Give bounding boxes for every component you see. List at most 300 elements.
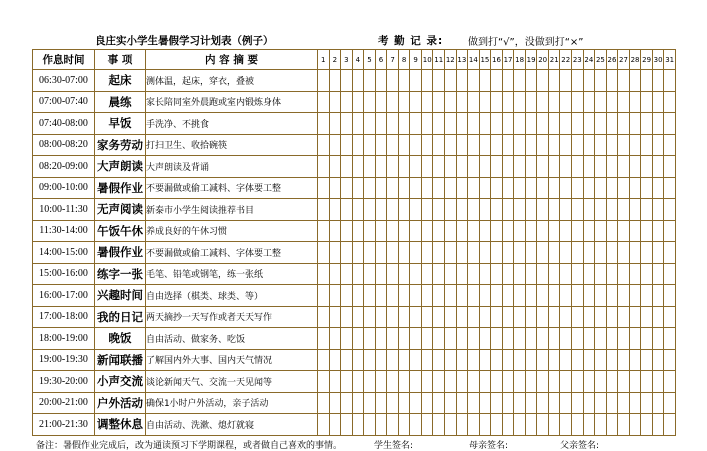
attendance-cell[interactable] xyxy=(410,414,422,436)
attendance-cell[interactable] xyxy=(606,306,618,328)
attendance-cell[interactable] xyxy=(652,263,664,285)
attendance-cell[interactable] xyxy=(433,371,445,393)
attendance-cell[interactable] xyxy=(629,134,641,156)
attendance-cell[interactable] xyxy=(468,371,480,393)
attendance-cell[interactable] xyxy=(318,156,330,178)
attendance-cell[interactable] xyxy=(629,177,641,199)
attendance-cell[interactable] xyxy=(445,285,457,307)
attendance-cell[interactable] xyxy=(664,156,676,178)
attendance-cell[interactable] xyxy=(410,134,422,156)
attendance-cell[interactable] xyxy=(606,285,618,307)
attendance-cell[interactable] xyxy=(387,285,399,307)
attendance-cell[interactable] xyxy=(421,371,433,393)
attendance-cell[interactable] xyxy=(583,392,595,414)
attendance-cell[interactable] xyxy=(548,371,560,393)
attendance-cell[interactable] xyxy=(445,177,457,199)
attendance-cell[interactable] xyxy=(375,113,387,135)
attendance-cell[interactable] xyxy=(537,371,549,393)
attendance-cell[interactable] xyxy=(641,414,653,436)
attendance-cell[interactable] xyxy=(514,242,526,264)
attendance-cell[interactable] xyxy=(560,392,572,414)
attendance-cell[interactable] xyxy=(525,392,537,414)
attendance-cell[interactable] xyxy=(572,242,584,264)
attendance-cell[interactable] xyxy=(572,70,584,92)
attendance-cell[interactable] xyxy=(491,134,503,156)
attendance-cell[interactable] xyxy=(572,349,584,371)
attendance-cell[interactable] xyxy=(387,156,399,178)
attendance-cell[interactable] xyxy=(456,220,468,242)
attendance-cell[interactable] xyxy=(456,285,468,307)
attendance-cell[interactable] xyxy=(491,371,503,393)
attendance-cell[interactable] xyxy=(375,285,387,307)
attendance-cell[interactable] xyxy=(560,113,572,135)
attendance-cell[interactable] xyxy=(560,285,572,307)
attendance-cell[interactable] xyxy=(572,392,584,414)
attendance-cell[interactable] xyxy=(479,199,491,221)
attendance-cell[interactable] xyxy=(468,220,480,242)
attendance-cell[interactable] xyxy=(595,70,607,92)
attendance-cell[interactable] xyxy=(548,306,560,328)
attendance-cell[interactable] xyxy=(514,328,526,350)
attendance-cell[interactable] xyxy=(329,328,341,350)
attendance-cell[interactable] xyxy=(502,328,514,350)
attendance-cell[interactable] xyxy=(548,177,560,199)
attendance-cell[interactable] xyxy=(341,328,353,350)
attendance-cell[interactable] xyxy=(398,156,410,178)
attendance-cell[interactable] xyxy=(364,113,376,135)
attendance-cell[interactable] xyxy=(606,263,618,285)
attendance-cell[interactable] xyxy=(445,306,457,328)
attendance-cell[interactable] xyxy=(618,156,630,178)
attendance-cell[interactable] xyxy=(318,242,330,264)
attendance-cell[interactable] xyxy=(548,414,560,436)
attendance-cell[interactable] xyxy=(479,113,491,135)
attendance-cell[interactable] xyxy=(664,113,676,135)
attendance-cell[interactable] xyxy=(629,263,641,285)
attendance-cell[interactable] xyxy=(398,177,410,199)
attendance-cell[interactable] xyxy=(595,113,607,135)
attendance-cell[interactable] xyxy=(341,113,353,135)
attendance-cell[interactable] xyxy=(537,242,549,264)
attendance-cell[interactable] xyxy=(421,349,433,371)
attendance-cell[interactable] xyxy=(456,306,468,328)
attendance-cell[interactable] xyxy=(468,199,480,221)
attendance-cell[interactable] xyxy=(652,134,664,156)
attendance-cell[interactable] xyxy=(525,113,537,135)
attendance-cell[interactable] xyxy=(652,306,664,328)
attendance-cell[interactable] xyxy=(502,349,514,371)
attendance-cell[interactable] xyxy=(525,220,537,242)
attendance-cell[interactable] xyxy=(502,156,514,178)
attendance-cell[interactable] xyxy=(433,392,445,414)
attendance-cell[interactable] xyxy=(387,134,399,156)
attendance-cell[interactable] xyxy=(606,177,618,199)
attendance-cell[interactable] xyxy=(664,306,676,328)
attendance-cell[interactable] xyxy=(525,156,537,178)
attendance-cell[interactable] xyxy=(641,91,653,113)
attendance-cell[interactable] xyxy=(664,371,676,393)
attendance-cell[interactable] xyxy=(595,349,607,371)
attendance-cell[interactable] xyxy=(664,199,676,221)
attendance-cell[interactable] xyxy=(410,220,422,242)
attendance-cell[interactable] xyxy=(560,70,572,92)
attendance-cell[interactable] xyxy=(606,371,618,393)
attendance-cell[interactable] xyxy=(352,242,364,264)
attendance-cell[interactable] xyxy=(514,177,526,199)
attendance-cell[interactable] xyxy=(525,70,537,92)
attendance-cell[interactable] xyxy=(548,285,560,307)
attendance-cell[interactable] xyxy=(410,91,422,113)
attendance-cell[interactable] xyxy=(548,220,560,242)
attendance-cell[interactable] xyxy=(548,91,560,113)
attendance-cell[interactable] xyxy=(456,414,468,436)
attendance-cell[interactable] xyxy=(572,328,584,350)
attendance-cell[interactable] xyxy=(664,285,676,307)
attendance-cell[interactable] xyxy=(583,134,595,156)
attendance-cell[interactable] xyxy=(387,220,399,242)
attendance-cell[interactable] xyxy=(421,113,433,135)
attendance-cell[interactable] xyxy=(560,156,572,178)
attendance-cell[interactable] xyxy=(352,306,364,328)
attendance-cell[interactable] xyxy=(629,156,641,178)
attendance-cell[interactable] xyxy=(398,328,410,350)
attendance-cell[interactable] xyxy=(398,134,410,156)
attendance-cell[interactable] xyxy=(629,220,641,242)
attendance-cell[interactable] xyxy=(398,392,410,414)
attendance-cell[interactable] xyxy=(364,392,376,414)
attendance-cell[interactable] xyxy=(364,285,376,307)
attendance-cell[interactable] xyxy=(468,91,480,113)
attendance-cell[interactable] xyxy=(572,306,584,328)
attendance-cell[interactable] xyxy=(479,285,491,307)
attendance-cell[interactable] xyxy=(387,263,399,285)
attendance-cell[interactable] xyxy=(560,242,572,264)
attendance-cell[interactable] xyxy=(491,285,503,307)
attendance-cell[interactable] xyxy=(537,328,549,350)
attendance-cell[interactable] xyxy=(514,392,526,414)
attendance-cell[interactable] xyxy=(364,306,376,328)
attendance-cell[interactable] xyxy=(525,349,537,371)
attendance-cell[interactable] xyxy=(606,349,618,371)
attendance-cell[interactable] xyxy=(375,242,387,264)
attendance-cell[interactable] xyxy=(410,177,422,199)
attendance-cell[interactable] xyxy=(375,220,387,242)
attendance-cell[interactable] xyxy=(456,392,468,414)
attendance-cell[interactable] xyxy=(502,70,514,92)
attendance-cell[interactable] xyxy=(433,113,445,135)
attendance-cell[interactable] xyxy=(375,306,387,328)
attendance-cell[interactable] xyxy=(618,371,630,393)
attendance-cell[interactable] xyxy=(433,263,445,285)
attendance-cell[interactable] xyxy=(375,91,387,113)
attendance-cell[interactable] xyxy=(364,220,376,242)
attendance-cell[interactable] xyxy=(502,285,514,307)
attendance-cell[interactable] xyxy=(387,392,399,414)
attendance-cell[interactable] xyxy=(387,70,399,92)
attendance-cell[interactable] xyxy=(618,392,630,414)
attendance-cell[interactable] xyxy=(387,328,399,350)
attendance-cell[interactable] xyxy=(352,220,364,242)
attendance-cell[interactable] xyxy=(352,328,364,350)
attendance-cell[interactable] xyxy=(514,306,526,328)
attendance-cell[interactable] xyxy=(583,177,595,199)
attendance-cell[interactable] xyxy=(341,134,353,156)
attendance-cell[interactable] xyxy=(456,199,468,221)
attendance-cell[interactable] xyxy=(329,70,341,92)
attendance-cell[interactable] xyxy=(398,91,410,113)
attendance-cell[interactable] xyxy=(548,392,560,414)
attendance-cell[interactable] xyxy=(514,199,526,221)
attendance-cell[interactable] xyxy=(583,306,595,328)
attendance-cell[interactable] xyxy=(491,70,503,92)
attendance-cell[interactable] xyxy=(514,156,526,178)
attendance-cell[interactable] xyxy=(456,91,468,113)
attendance-cell[interactable] xyxy=(664,392,676,414)
attendance-cell[interactable] xyxy=(560,371,572,393)
attendance-cell[interactable] xyxy=(537,349,549,371)
attendance-cell[interactable] xyxy=(618,199,630,221)
attendance-cell[interactable] xyxy=(491,392,503,414)
attendance-cell[interactable] xyxy=(502,371,514,393)
attendance-cell[interactable] xyxy=(468,70,480,92)
attendance-cell[interactable] xyxy=(445,70,457,92)
attendance-cell[interactable] xyxy=(595,392,607,414)
attendance-cell[interactable] xyxy=(479,349,491,371)
attendance-cell[interactable] xyxy=(502,177,514,199)
attendance-cell[interactable] xyxy=(375,134,387,156)
attendance-cell[interactable] xyxy=(352,414,364,436)
attendance-cell[interactable] xyxy=(421,70,433,92)
attendance-cell[interactable] xyxy=(560,177,572,199)
attendance-cell[interactable] xyxy=(618,220,630,242)
attendance-cell[interactable] xyxy=(537,113,549,135)
attendance-cell[interactable] xyxy=(341,70,353,92)
attendance-cell[interactable] xyxy=(318,285,330,307)
attendance-cell[interactable] xyxy=(641,156,653,178)
attendance-cell[interactable] xyxy=(375,156,387,178)
attendance-cell[interactable] xyxy=(548,349,560,371)
attendance-cell[interactable] xyxy=(468,306,480,328)
attendance-cell[interactable] xyxy=(629,91,641,113)
attendance-cell[interactable] xyxy=(329,134,341,156)
attendance-cell[interactable] xyxy=(468,113,480,135)
attendance-cell[interactable] xyxy=(618,414,630,436)
attendance-cell[interactable] xyxy=(433,220,445,242)
attendance-cell[interactable] xyxy=(479,371,491,393)
attendance-cell[interactable] xyxy=(364,328,376,350)
attendance-cell[interactable] xyxy=(572,414,584,436)
attendance-cell[interactable] xyxy=(537,392,549,414)
attendance-cell[interactable] xyxy=(560,328,572,350)
attendance-cell[interactable] xyxy=(583,70,595,92)
attendance-cell[interactable] xyxy=(456,70,468,92)
attendance-cell[interactable] xyxy=(318,113,330,135)
attendance-cell[interactable] xyxy=(329,371,341,393)
attendance-cell[interactable] xyxy=(652,113,664,135)
attendance-cell[interactable] xyxy=(537,414,549,436)
attendance-cell[interactable] xyxy=(572,113,584,135)
attendance-cell[interactable] xyxy=(629,328,641,350)
attendance-cell[interactable] xyxy=(629,285,641,307)
attendance-cell[interactable] xyxy=(641,349,653,371)
attendance-cell[interactable] xyxy=(525,199,537,221)
attendance-cell[interactable] xyxy=(514,113,526,135)
attendance-cell[interactable] xyxy=(410,113,422,135)
attendance-cell[interactable] xyxy=(433,177,445,199)
attendance-cell[interactable] xyxy=(583,91,595,113)
attendance-cell[interactable] xyxy=(341,263,353,285)
attendance-cell[interactable] xyxy=(329,306,341,328)
attendance-cell[interactable] xyxy=(537,134,549,156)
attendance-cell[interactable] xyxy=(445,392,457,414)
attendance-cell[interactable] xyxy=(410,371,422,393)
attendance-cell[interactable] xyxy=(514,263,526,285)
attendance-cell[interactable] xyxy=(537,70,549,92)
attendance-cell[interactable] xyxy=(421,392,433,414)
attendance-cell[interactable] xyxy=(606,113,618,135)
attendance-cell[interactable] xyxy=(387,91,399,113)
attendance-cell[interactable] xyxy=(664,349,676,371)
attendance-cell[interactable] xyxy=(479,306,491,328)
attendance-cell[interactable] xyxy=(318,306,330,328)
attendance-cell[interactable] xyxy=(502,242,514,264)
attendance-cell[interactable] xyxy=(560,306,572,328)
attendance-cell[interactable] xyxy=(641,242,653,264)
attendance-cell[interactable] xyxy=(479,242,491,264)
attendance-cell[interactable] xyxy=(468,285,480,307)
attendance-cell[interactable] xyxy=(664,263,676,285)
attendance-cell[interactable] xyxy=(572,177,584,199)
attendance-cell[interactable] xyxy=(398,199,410,221)
attendance-cell[interactable] xyxy=(606,134,618,156)
attendance-cell[interactable] xyxy=(537,156,549,178)
attendance-cell[interactable] xyxy=(606,392,618,414)
attendance-cell[interactable] xyxy=(456,134,468,156)
attendance-cell[interactable] xyxy=(491,220,503,242)
attendance-cell[interactable] xyxy=(479,70,491,92)
attendance-cell[interactable] xyxy=(318,414,330,436)
attendance-cell[interactable] xyxy=(618,134,630,156)
attendance-cell[interactable] xyxy=(652,328,664,350)
attendance-cell[interactable] xyxy=(329,392,341,414)
attendance-cell[interactable] xyxy=(433,242,445,264)
attendance-cell[interactable] xyxy=(525,177,537,199)
attendance-cell[interactable] xyxy=(618,70,630,92)
attendance-cell[interactable] xyxy=(433,156,445,178)
attendance-cell[interactable] xyxy=(560,91,572,113)
attendance-cell[interactable] xyxy=(491,91,503,113)
attendance-cell[interactable] xyxy=(410,349,422,371)
attendance-cell[interactable] xyxy=(491,156,503,178)
attendance-cell[interactable] xyxy=(410,263,422,285)
attendance-cell[interactable] xyxy=(502,414,514,436)
attendance-cell[interactable] xyxy=(329,349,341,371)
attendance-cell[interactable] xyxy=(433,285,445,307)
attendance-cell[interactable] xyxy=(641,371,653,393)
attendance-cell[interactable] xyxy=(652,70,664,92)
attendance-cell[interactable] xyxy=(364,177,376,199)
attendance-cell[interactable] xyxy=(583,242,595,264)
attendance-cell[interactable] xyxy=(641,263,653,285)
attendance-cell[interactable] xyxy=(583,220,595,242)
attendance-cell[interactable] xyxy=(641,306,653,328)
attendance-cell[interactable] xyxy=(641,285,653,307)
attendance-cell[interactable] xyxy=(479,263,491,285)
attendance-cell[interactable] xyxy=(514,134,526,156)
attendance-cell[interactable] xyxy=(502,220,514,242)
attendance-cell[interactable] xyxy=(629,371,641,393)
attendance-cell[interactable] xyxy=(341,414,353,436)
attendance-cell[interactable] xyxy=(318,328,330,350)
attendance-cell[interactable] xyxy=(652,91,664,113)
attendance-cell[interactable] xyxy=(491,414,503,436)
attendance-cell[interactable] xyxy=(664,328,676,350)
attendance-cell[interactable] xyxy=(468,414,480,436)
attendance-cell[interactable] xyxy=(433,70,445,92)
attendance-cell[interactable] xyxy=(479,134,491,156)
attendance-cell[interactable] xyxy=(318,134,330,156)
attendance-cell[interactable] xyxy=(445,263,457,285)
attendance-cell[interactable] xyxy=(364,91,376,113)
attendance-cell[interactable] xyxy=(364,414,376,436)
attendance-cell[interactable] xyxy=(525,306,537,328)
attendance-cell[interactable] xyxy=(468,263,480,285)
attendance-cell[interactable] xyxy=(445,349,457,371)
attendance-cell[interactable] xyxy=(398,306,410,328)
attendance-cell[interactable] xyxy=(387,371,399,393)
attendance-cell[interactable] xyxy=(502,113,514,135)
attendance-cell[interactable] xyxy=(537,220,549,242)
attendance-cell[interactable] xyxy=(468,328,480,350)
attendance-cell[interactable] xyxy=(652,199,664,221)
attendance-cell[interactable] xyxy=(329,113,341,135)
attendance-cell[interactable] xyxy=(364,242,376,264)
attendance-cell[interactable] xyxy=(329,177,341,199)
attendance-cell[interactable] xyxy=(352,371,364,393)
attendance-cell[interactable] xyxy=(352,285,364,307)
attendance-cell[interactable] xyxy=(433,199,445,221)
attendance-cell[interactable] xyxy=(537,199,549,221)
attendance-cell[interactable] xyxy=(548,242,560,264)
attendance-cell[interactable] xyxy=(445,199,457,221)
attendance-cell[interactable] xyxy=(318,91,330,113)
attendance-cell[interactable] xyxy=(514,349,526,371)
attendance-cell[interactable] xyxy=(341,306,353,328)
attendance-cell[interactable] xyxy=(445,220,457,242)
attendance-cell[interactable] xyxy=(595,242,607,264)
attendance-cell[interactable] xyxy=(398,371,410,393)
attendance-cell[interactable] xyxy=(445,414,457,436)
attendance-cell[interactable] xyxy=(398,414,410,436)
attendance-cell[interactable] xyxy=(491,113,503,135)
attendance-cell[interactable] xyxy=(583,113,595,135)
attendance-cell[interactable] xyxy=(537,285,549,307)
attendance-cell[interactable] xyxy=(468,177,480,199)
attendance-cell[interactable] xyxy=(595,371,607,393)
attendance-cell[interactable] xyxy=(537,91,549,113)
attendance-cell[interactable] xyxy=(456,371,468,393)
attendance-cell[interactable] xyxy=(537,177,549,199)
attendance-cell[interactable] xyxy=(445,113,457,135)
attendance-cell[interactable] xyxy=(456,156,468,178)
attendance-cell[interactable] xyxy=(514,70,526,92)
attendance-cell[interactable] xyxy=(595,177,607,199)
attendance-cell[interactable] xyxy=(606,220,618,242)
attendance-cell[interactable] xyxy=(502,199,514,221)
attendance-cell[interactable] xyxy=(583,371,595,393)
attendance-cell[interactable] xyxy=(641,328,653,350)
attendance-cell[interactable] xyxy=(352,70,364,92)
